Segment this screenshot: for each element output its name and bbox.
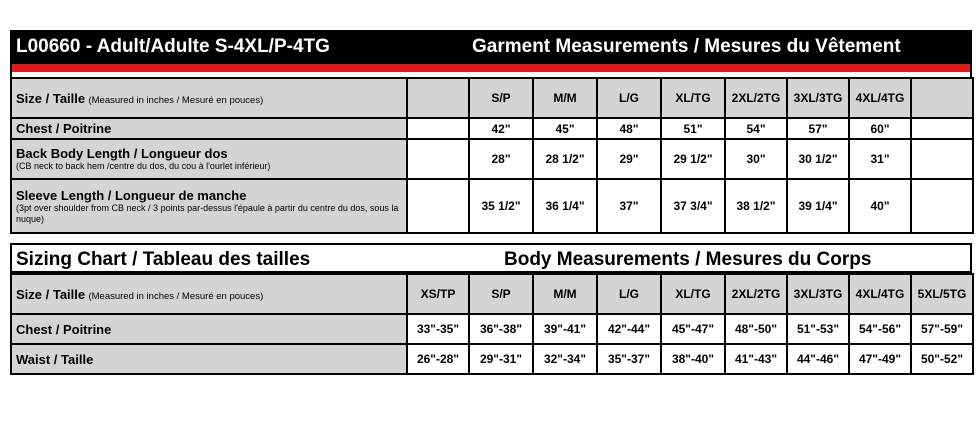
row-label-cell	[11, 118, 407, 139]
value-cell: 41"-43"	[725, 344, 787, 374]
value-cell: 57"	[787, 118, 849, 139]
value-cell: 35"-37"	[597, 344, 661, 374]
table-row	[11, 139, 973, 179]
empty-cell	[407, 139, 469, 179]
value-cell: 31"	[849, 139, 911, 179]
value-cell: 48"	[597, 118, 661, 139]
table-row	[11, 179, 973, 233]
body-size-header: 3XL/3TG	[787, 274, 849, 314]
body-size-header: 4XL/4TG	[849, 274, 911, 314]
value-cell: 39"-41"	[533, 314, 597, 344]
row-label: Chest / Poitrine	[16, 321, 112, 337]
empty-shaded-cell	[911, 78, 973, 118]
body-title: Body Measurements / Mesures du Corps	[504, 249, 872, 270]
row-sublabel: (CB neck to back hem /centre du dos, du cou à l'ourlet inférieur)	[16, 161, 271, 171]
empty-cell	[911, 118, 973, 139]
value-cell: 28"	[469, 139, 533, 179]
red-accent-band	[10, 64, 972, 72]
value-cell: 51"-53"	[787, 314, 849, 344]
body-size-note: (Measured in inches / Mesuré en pouces)	[88, 290, 264, 302]
value-cell: 54"	[725, 118, 787, 139]
value-cell: 40"	[849, 179, 911, 233]
sizing-chart-title: Sizing Chart / Tableau des tailles	[16, 249, 311, 270]
value-cell: 29"	[597, 139, 661, 179]
value-cell: 29"-31"	[469, 344, 533, 374]
value-cell: 37 3/4"	[661, 179, 725, 233]
body-measurements-table	[10, 273, 974, 375]
body-size-row	[11, 274, 973, 314]
row-label-cell	[11, 314, 407, 344]
value-cell: 44"-46"	[787, 344, 849, 374]
value-cell: 54"-56"	[849, 314, 911, 344]
garment-size-header: 2XL/2TG	[725, 78, 787, 118]
body-size-header: L/G	[597, 274, 661, 314]
garment-product-code: L00660 - Adult/Adulte S-4XL/P-4TG	[16, 36, 330, 57]
body-size-header: M/M	[533, 274, 597, 314]
garment-size-label: Size / Taille	[16, 90, 86, 106]
value-cell: 30 1/2"	[787, 139, 849, 179]
value-cell: 48"-50"	[725, 314, 787, 344]
value-cell: 39 1/4"	[787, 179, 849, 233]
value-cell: 37"	[597, 179, 661, 233]
body-size-header: XS/TP	[407, 274, 469, 314]
value-cell: 26"-28"	[407, 344, 469, 374]
value-cell: 36 1/4"	[533, 179, 597, 233]
value-cell: 28 1/2"	[533, 139, 597, 179]
row-label: Chest / Poitrine	[16, 121, 112, 136]
garment-size-note: (Measured in inches / Mesuré en pouces)	[88, 94, 264, 106]
garment-size-header: 4XL/4TG	[849, 78, 911, 118]
value-cell: 42"	[469, 118, 533, 139]
value-cell: 45"	[533, 118, 597, 139]
empty-shaded-cell	[407, 78, 469, 118]
body-size-header: S/P	[469, 274, 533, 314]
garment-size-header: XL/TG	[661, 78, 725, 118]
table-row	[11, 118, 973, 139]
value-cell: 57"-59"	[911, 314, 973, 344]
body-size-header: 2XL/2TG	[725, 274, 787, 314]
garment-size-header: S/P	[469, 78, 533, 118]
value-cell: 35 1/2"	[469, 179, 533, 233]
garment-size-header: M/M	[533, 78, 597, 118]
value-cell: 38 1/2"	[725, 179, 787, 233]
value-cell: 33"-35"	[407, 314, 469, 344]
garment-measurements-table	[10, 77, 974, 234]
empty-cell	[911, 139, 973, 179]
value-cell: 29 1/2"	[661, 139, 725, 179]
row-label-cell	[11, 344, 407, 374]
row-label: Sleeve Length / Longueur de manche	[16, 187, 247, 203]
value-cell: 38"-40"	[661, 344, 725, 374]
value-cell: 30"	[725, 139, 787, 179]
row-label-cell	[11, 179, 407, 233]
body-header	[10, 243, 972, 273]
value-cell: 60"	[849, 118, 911, 139]
value-cell: 50"-52"	[911, 344, 973, 374]
body-size-header: XL/TG	[661, 274, 725, 314]
row-sublabel: (3pt over shoulder from CB neck / 3 points par-dessus l'épaule à partir du centre du dos, sous la nuque)	[16, 202, 399, 224]
table-row	[11, 314, 973, 344]
empty-cell	[407, 179, 469, 233]
value-cell: 42"-44"	[597, 314, 661, 344]
value-cell: 36"-38"	[469, 314, 533, 344]
section-spacer	[10, 234, 972, 243]
value-cell: 32"-34"	[533, 344, 597, 374]
garment-size-row	[11, 78, 973, 118]
empty-cell	[407, 118, 469, 139]
table-row	[11, 344, 973, 374]
body-size-label: Size / Taille	[16, 286, 86, 302]
garment-header	[10, 30, 972, 64]
value-cell: 51"	[661, 118, 725, 139]
garment-size-header: L/G	[597, 78, 661, 118]
garment-title: Garment Measurements / Mesures du Vêtement	[472, 36, 901, 57]
value-cell: 47"-49"	[849, 344, 911, 374]
row-label: Back Body Length / Longueur dos	[16, 146, 228, 161]
empty-cell	[911, 179, 973, 233]
garment-size-label-cell	[11, 78, 407, 118]
row-label: Waist / Taille	[16, 351, 94, 367]
value-cell: 45"-47"	[661, 314, 725, 344]
row-label-cell	[11, 139, 407, 179]
size-chart-sheet	[10, 30, 972, 375]
body-size-header: 5XL/5TG	[911, 274, 973, 314]
garment-size-header: 3XL/3TG	[787, 78, 849, 118]
body-size-label-cell	[11, 274, 407, 314]
